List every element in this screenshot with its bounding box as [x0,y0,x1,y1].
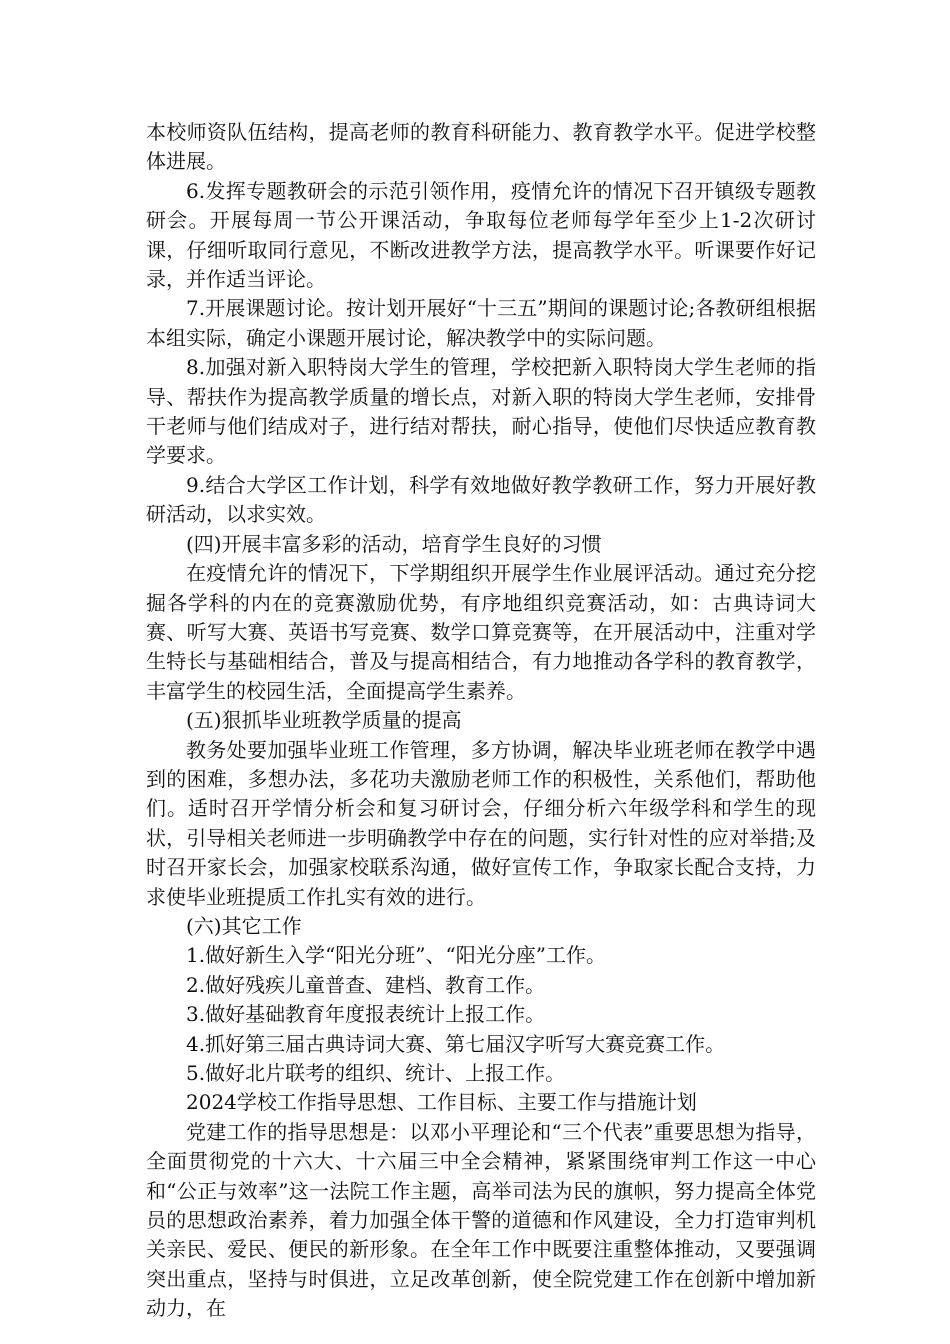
list-item-5: 5.做好北片联考的组织、统计、上报工作。 [186,1061,566,1085]
paragraph-16: 党建工作的指导思想是：以邓小平理论和“三个代表”重要思想为指导，全面贯彻党的十六大、十六届三中全会精神，紧紧围绕审判工作这一中心和“公正与效率”这一法院工作主题，高举司法为民的旗帜，努力提高全体党员的思想政治素养，着力加强全体干警的道德和作风建设，全力打造审判机关亲民、爱民、便民的新形象。在全年工作中既要注重整体推动，又要强调突出重点，坚持与时俱进，立足改革创新，使全院党建工作在创新中增加新动力，在 [146,1119,816,1321]
list-item-2: 2.做好残疾儿童普查、建档、教育工作。 [186,972,546,997]
list-item-3: 3.做好基础教育年度报表统计上报工作。 [186,1002,546,1027]
section-heading-4: (四)开展丰富多彩的活动，培育学生良好的习惯 [186,531,602,556]
paragraph-1: 6.发挥专题教研会的示范引领作用，疫情允许的情况下召开镇级专题教研会。开展每周一节公开课活动，争取每位老师每学年至少上1-2次研讨课，仔细听取同行意见，不断改进教学方法，提高教学水平。听课要作好记录，并作适当评论。 [146,178,816,292]
paragraph-8: 教务处要加强毕业班工作管理，多方协调，解决毕业班老师在教学中遇到的困难，多想办法，多花功夫激励老师工作的积极性，关系他们，帮助他们。适时召开学情分析会和复习研讨会，仔细分析六年级学科和学生的现状，引导相关老师进一步明确教学中存在的问题，实行针对性的应对举措;及时召开家长会，加强家校联系沟通，做好宣传工作，争取家长配合支持，力求使毕业班提质工作扎实有效的进行。 [146,737,816,909]
section-heading-6: (六)其它工作 [186,913,302,938]
paragraph-4: 9.结合大学区工作计划，科学有效地做好教学教研工作，努力开展好教研活动，以求实效。 [146,472,816,527]
paragraph-3: 8.加强对新入职特岗大学生的管理，学校把新入职特岗大学生老师的指导、帮扶作为提高教学质量的增长点，对新入职的特岗大学生老师，安排骨干老师与他们结成对子，进行结对帮扶，耐心指导，使他们尽快适应教育教学要求。 [146,355,816,468]
paragraph-0: 本校师资队伍结构，提高老师的教育科研能力、教育教学水平。促进学校整体进展。 [146,120,816,174]
document-subtitle: 2024学校工作指导思想、工作目标、主要工作与措施计划 [186,1090,697,1115]
list-item-1: 1.做好新生入学“阳光分班”、“阳光分座”工作。 [186,943,606,968]
paragraph-2: 7.开展课题讨论。按计划开展好“十三五”期间的课题讨论;各教研组根据本组实际，确定小课题开展讨论，解决教学中的实际问题。 [146,296,816,350]
section-heading-5: (五)狠抓毕业班教学质量的提高 [186,708,462,733]
document-body [146,118,816,1324]
paragraph-6: 在疫情允许的情况下，下学期组织开展学生作业展评活动。通过充分挖掘各学科的内在的竞赛激励优势，有序地组织竞赛活动，如：古典诗词大赛、听写大赛、英语书写竞赛、数学口算竞赛等，在开展活动中，注重对学生特长与基础相结合，普及与提高相结合，有力地推动各学科的教育教学，丰富学生的校园生活，全面提高学生素养。 [146,561,816,703]
list-item-4: 4.抓好第三届古典诗词大赛、第七届汉字听写大赛竞赛工作。 [186,1031,726,1056]
